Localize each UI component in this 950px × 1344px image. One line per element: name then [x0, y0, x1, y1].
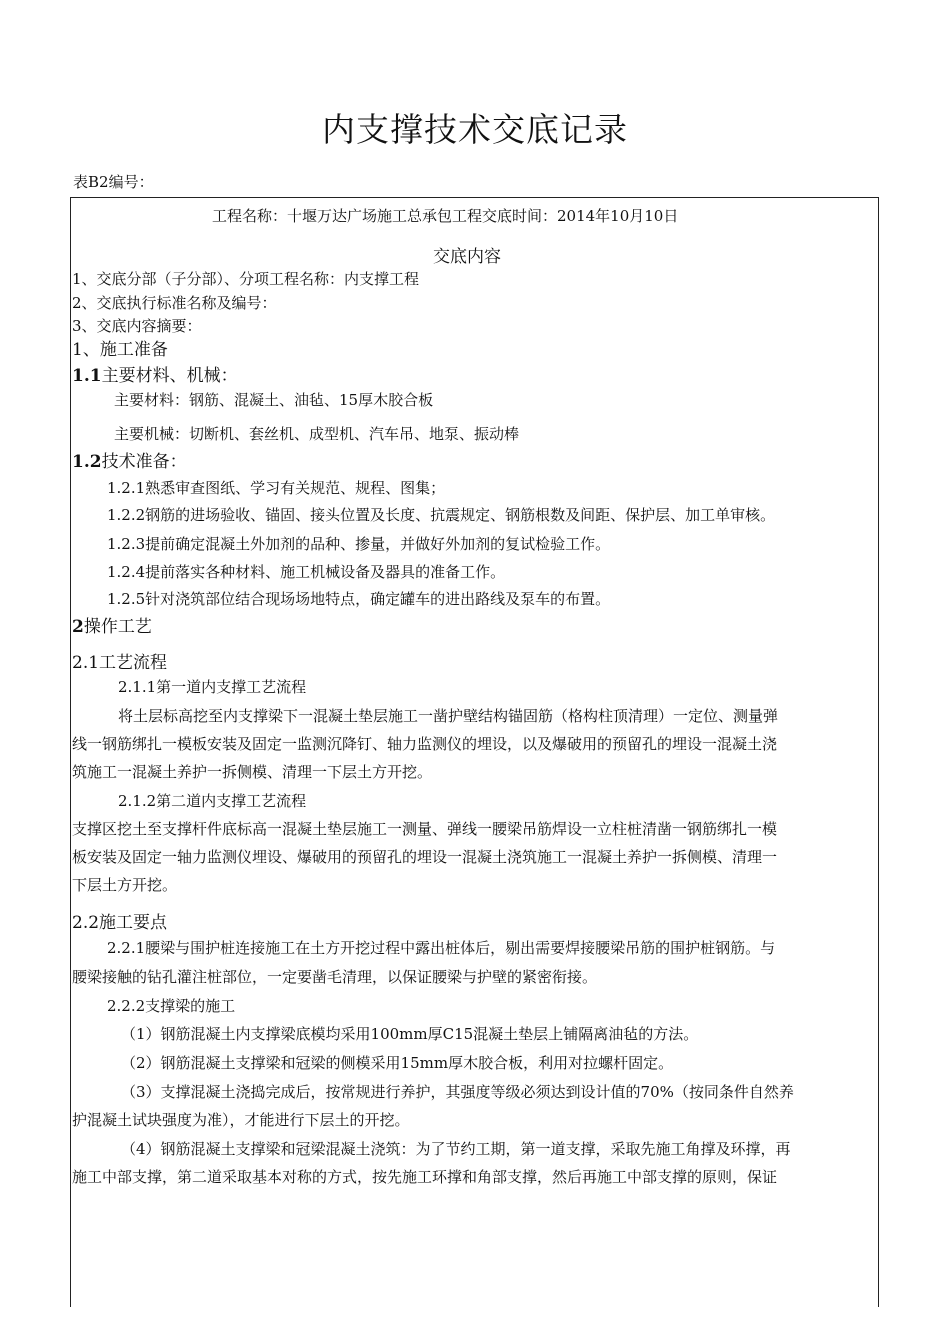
tech-item-5: 1.2.5针对浇筑部位结合现场场地特点，确定罐车的进出路线及泵车的布置。	[107, 590, 611, 608]
section-1-1-number: 1.1	[72, 366, 102, 386]
machinery-line: 主要机械：切断机、套丝机、成型机、汽车吊、地泵、振动棒	[114, 425, 520, 443]
section-2-label: 操作工艺	[83, 617, 152, 637]
section-1-1-heading	[72, 361, 238, 386]
point-1: （1）钢筋混凝土内支撑梁底模均采用100mm厚C15混凝土垫层上铺隔离油毡的方法。	[121, 1025, 699, 1043]
para-2-2-1-line-2: 腰梁接触的钻孔灌注桩部位，一定要凿毛清理，以保证腰梁与护壁的紧密衔接。	[72, 968, 598, 986]
para-2-1-1-line-1: 将土层标高挖至内支撑梁下一混凝土垫层施工一凿护壁结构锚固筋（格构柱顶清理）一定位、测量弹	[118, 707, 779, 725]
para-2-2-1-line-1: 2.2.1腰梁与围护桩连接施工在土方开挖过程中露出桩体后，剔出需要焊接腰梁吊筋的围护桩钢筋。与	[107, 939, 776, 957]
page-title: 内支撑技术交底记录	[322, 110, 628, 149]
section-1-2-label: 技术准备：	[101, 452, 187, 472]
para-2-1-2-line-1: 支撑区挖土至支撑杆件底标高一混凝土垫层施工一测量、弹线一腰梁吊筋焊设一立柱桩清凿一钢筋绑扎一模	[72, 820, 778, 838]
item-3: 3、交底内容摘要：	[72, 317, 202, 335]
section-2-1-1-heading: 2.1.1第一道内支撑工艺流程	[118, 678, 307, 696]
point-4-line-2: 施工中部支撑，第二道采取基本对称的方式，按先施工环撑和角部支撑，然后再施工中部支撑的原则，保证	[72, 1168, 778, 1186]
para-2-1-2-line-3: 下层土方开挖。	[72, 876, 178, 894]
section-2-heading	[72, 612, 152, 637]
point-2: （2）钢筋混凝土支撑梁和冠梁的侧模采用15mm厚木胶合板，利用对拉螺杆固定。	[121, 1054, 674, 1072]
section-2-2-2-heading: 2.2.2支撑梁的施工	[107, 997, 236, 1015]
section-1-1-label: 主要材料、机械：	[101, 366, 238, 386]
form-code: 表B2编号：	[73, 173, 154, 191]
point-3-line-1: （3）支撑混凝土浇捣完成后，按常规进行养护，其强度等级必须达到设计值的70%（按同条件自然养	[121, 1083, 794, 1101]
section-2-1-heading: 2.1工艺流程	[72, 653, 168, 673]
para-2-1-1-line-2: 线一钢筋绑扎一模板安装及固定一监测沉降钉、轴力监测仪的埋设，以及爆破用的预留孔的埋设一混凝土浇	[72, 735, 778, 753]
section-1-heading: 1、施工准备	[72, 340, 168, 360]
section-1-2-number: 1.2	[72, 452, 102, 472]
point-4-line-1: （4）钢筋混凝土支撑梁和冠梁混凝土浇筑：为了节约工期，第一道支撑，采取先施工角撑及环撑，再	[121, 1140, 791, 1158]
item-2: 2、交底执行标准名称及编号：	[72, 294, 277, 312]
tech-item-2: 1.2.2钢筋的进场验收、锚固、接头位置及长度、抗震规定、钢筋根数及间距、保护层、加工单审核。	[107, 506, 776, 524]
materials-line: 主要材料：钢筋、混凝土、油毡、15厚木胶合板	[114, 391, 434, 409]
para-2-1-2-line-2: 板安装及固定一轴力监测仪埋设、爆破用的预留孔的埋设一混凝土浇筑施工一混凝土养护一拆侧模、清理一	[72, 848, 778, 866]
content-heading: 交底内容	[433, 247, 501, 267]
tech-item-1: 1.2.1熟悉审查图纸、学习有关规范、规程、图集；	[107, 479, 446, 497]
section-2-1-2-heading: 2.1.2第二道内支撑工艺流程	[118, 792, 307, 810]
project-info: 工程名称：十堰万达广场施工总承包工程交底时间：2014年10月10日	[212, 207, 679, 225]
point-3-line-2: 护混凝土试块强度为准），才能进行下层土的开挖。	[72, 1111, 410, 1129]
section-2-2-heading: 2.2施工要点	[72, 913, 168, 933]
item-1: 1、交底分部（子分部）、分项工程名称：内支撑工程	[72, 270, 420, 288]
section-1-2-heading	[72, 447, 187, 472]
section-2-number: 2	[72, 617, 84, 637]
tech-item-3: 1.2.3提前确定混凝土外加剂的品种、掺量，并做好外加剂的复试检验工作。	[107, 535, 611, 553]
para-2-1-1-line-3: 筑施工一混凝土养护一拆侧模、清理一下层土方开挖。	[72, 763, 433, 781]
tech-item-4: 1.2.4提前落实各种材料、施工机械设备及器具的准备工作。	[107, 563, 506, 581]
